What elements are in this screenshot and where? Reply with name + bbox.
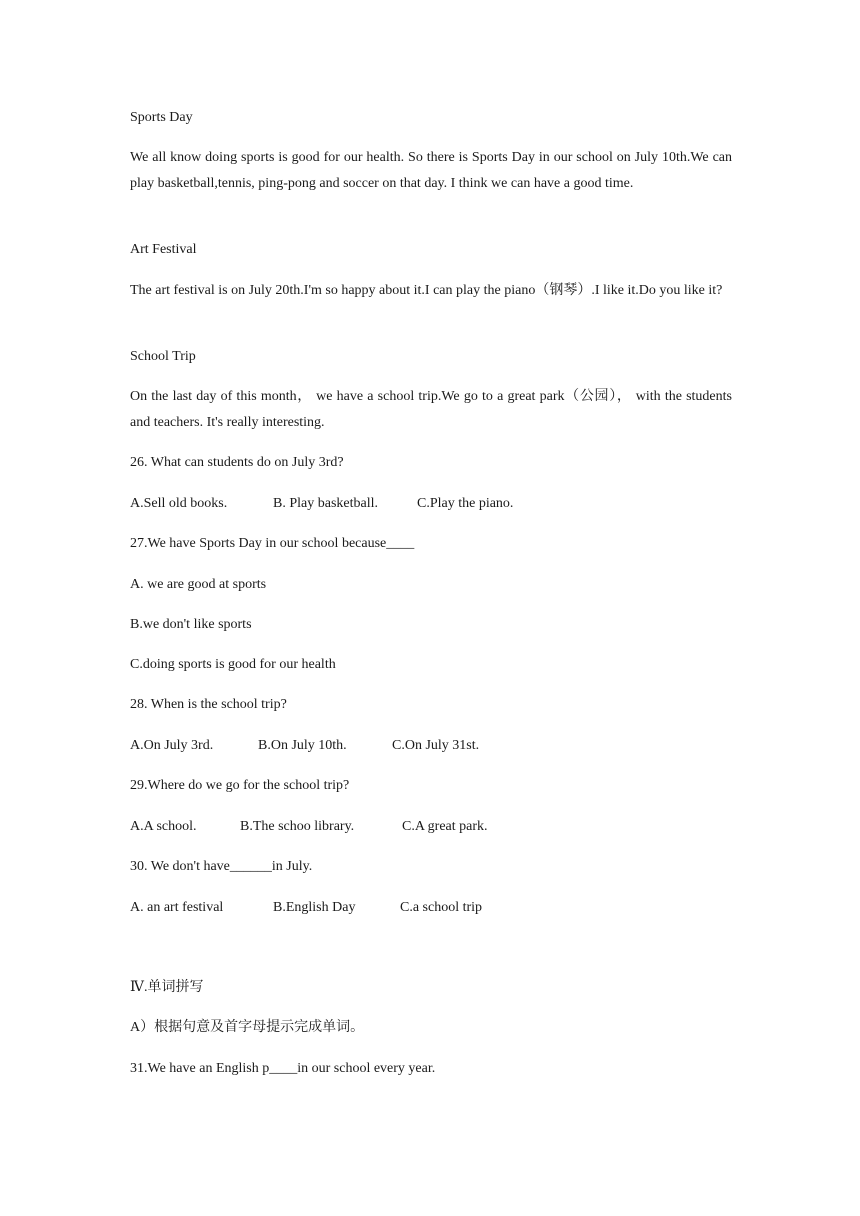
q26-option-b: B. Play basketball.: [273, 496, 378, 511]
paragraph-art-festival: The art festival is on July 20th.I'm so happy about it.I can play the piano（钢琴）.I like it.Do you like it?: [130, 283, 723, 298]
question-26-options: [130, 495, 513, 513]
q28-option-b: B.On July 10th.: [258, 738, 347, 753]
paragraph-sports-day: We all know doing sports is good for our health. So there is Sports Day in our school on July 10th.We can play basketball,tennis, ping-pong and soccer on that day. I think we can have a good time.: [130, 150, 732, 191]
q30-option-a: A. an art festival: [130, 900, 224, 915]
question-26-stem: 26. What can students do on July 3rd?: [130, 455, 344, 470]
section-heading-school-trip: School Trip: [130, 349, 196, 364]
q26-option-c: C.Play the piano.: [417, 496, 514, 511]
q27-option-c: C.doing sports is good for our health: [130, 657, 336, 672]
question-29-stem: 29.Where do we go for the school trip?: [130, 778, 350, 793]
section-heading-art-festival: Art Festival: [130, 242, 197, 257]
q27-option-a: A. we are good at sports: [130, 577, 267, 592]
q27-option-b: B.we don't like sports: [130, 617, 252, 632]
q30-option-c: C.a school trip: [400, 900, 483, 915]
paragraph-school-trip: On the last day of this month， we have a school trip.We go to a great park（公园）， with the students and teachers. It's really interesting.: [130, 389, 732, 430]
question-28-options: [130, 737, 479, 755]
q29-option-b: B.The schoo library.: [240, 819, 355, 834]
question-27-stem: 27.We have Sports Day in our school because____: [130, 536, 415, 551]
question-29-options: [130, 818, 488, 836]
part-iv-title: Ⅳ.单词拼写: [130, 980, 204, 995]
q29-option-a: A.A school.: [130, 819, 197, 834]
q30-option-b: B.English Day: [273, 900, 356, 915]
part-iv-instruction: A）根据句意及首字母提示完成单词。: [130, 1020, 365, 1035]
question-28-stem: 28. When is the school trip?: [130, 697, 287, 712]
q28-option-a: A.On July 3rd.: [130, 738, 214, 753]
question-31-stem: 31.We have an English p____in our school every year.: [130, 1061, 436, 1076]
section-heading-sports-day: Sports Day: [130, 110, 193, 125]
q29-option-c: C.A great park.: [402, 819, 488, 834]
question-30-stem: 30. We don't have______in July.: [130, 859, 313, 874]
q28-option-c: C.On July 31st.: [392, 738, 480, 753]
q26-option-a: A.Sell old books.: [130, 496, 228, 511]
question-30-options: [130, 899, 482, 917]
